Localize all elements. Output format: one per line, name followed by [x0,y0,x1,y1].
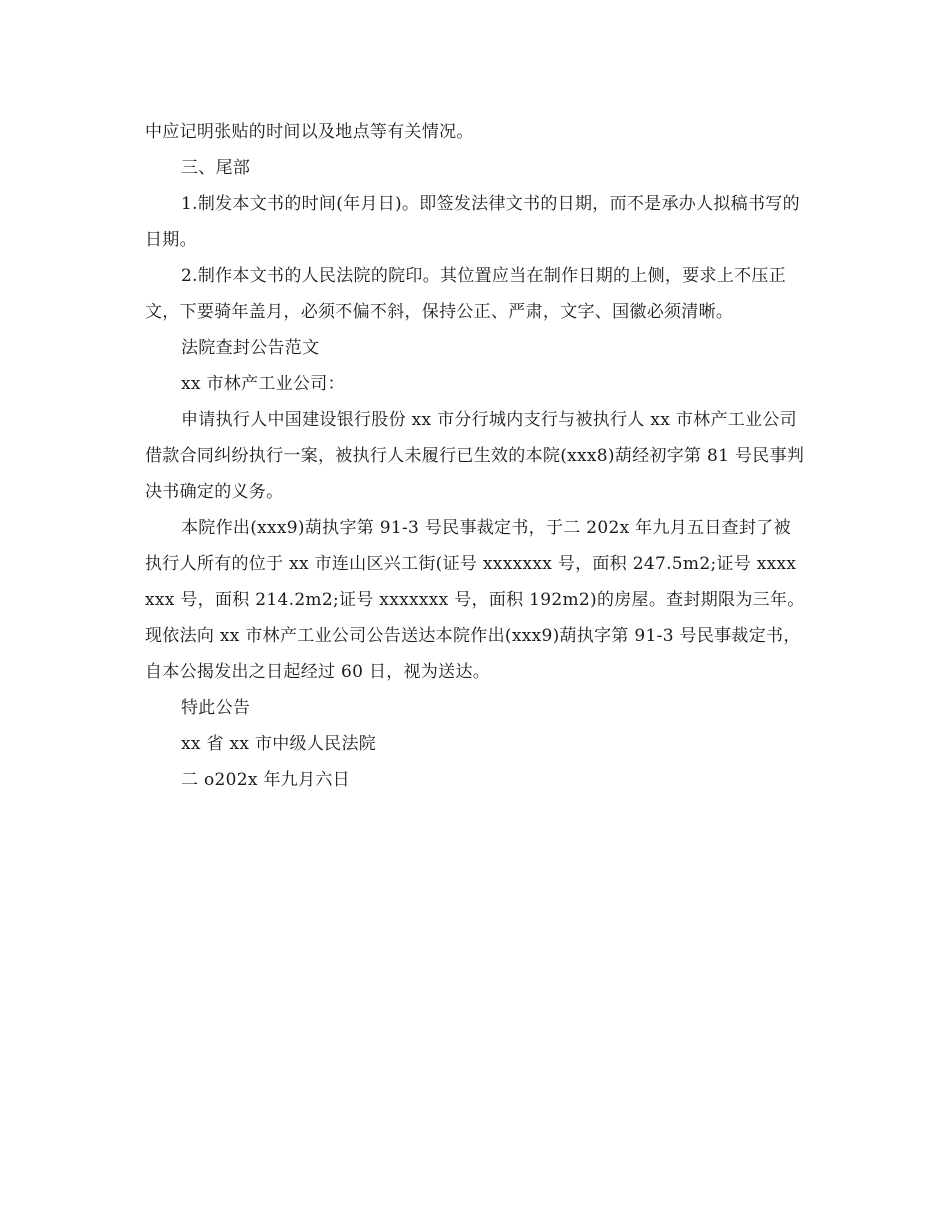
paragraph-item-2: 2.制作本文书的人民法院的院印。其位置应当在制作日期的上侧，要求上不压正文，下要骑年盖月，必须不偏不斜，保持公正、严肃，文字、国徽必须清晰。 [145,266,787,322]
paragraph-continuation: 中应记明张贴的时间以及地点等有关情况。 [145,122,474,142]
section-heading-ending: 三、尾部 [181,158,251,178]
closing-notice: 特此公告 [181,698,251,718]
sample-title: 法院查封公告范文 [181,338,320,358]
paragraph-case-background: 申请执行人中国建设银行股份 xx 市分行城内支行与被执行人 xx 市林产工业公司借款合同纠纷执行一案，被执行人未履行已生效的本院(xxx8)葫经初字第 81 号民事判决书确定的义务。 [145,410,805,502]
document-body [145,114,805,798]
issue-date: 二 o202x 年九月六日 [181,770,350,790]
paragraph-seizure-details: 本院作出(xxx9)葫执字第 91-3 号民事裁定书，于二 202x 年九月五日查封了被执行人所有的位于 xx 市连山区兴工街(证号 xxxxxxx 号，面积 247.5m2;证号 xxxxxxx 号，面积 214.2m2;证号 xxxxxxx 号，面积 192m2)的房屋。查封期限为三年。现依法向 xx 市林产工业公司公告送达本院作出(xxx9)葫执字第 91-3 号民事裁定书，自本公揭发出之日起经过 60 日，视为送达。 [145,518,805,682]
paragraph-item-1: 1.制发本文书的时间(年月日)。即签发法律文书的日期，而不是承办人拟稿书写的日期。 [145,194,800,250]
issuing-court: xx 省 xx 市中级人民法院 [181,734,377,754]
addressee: xx 市林产工业公司： [181,374,345,394]
